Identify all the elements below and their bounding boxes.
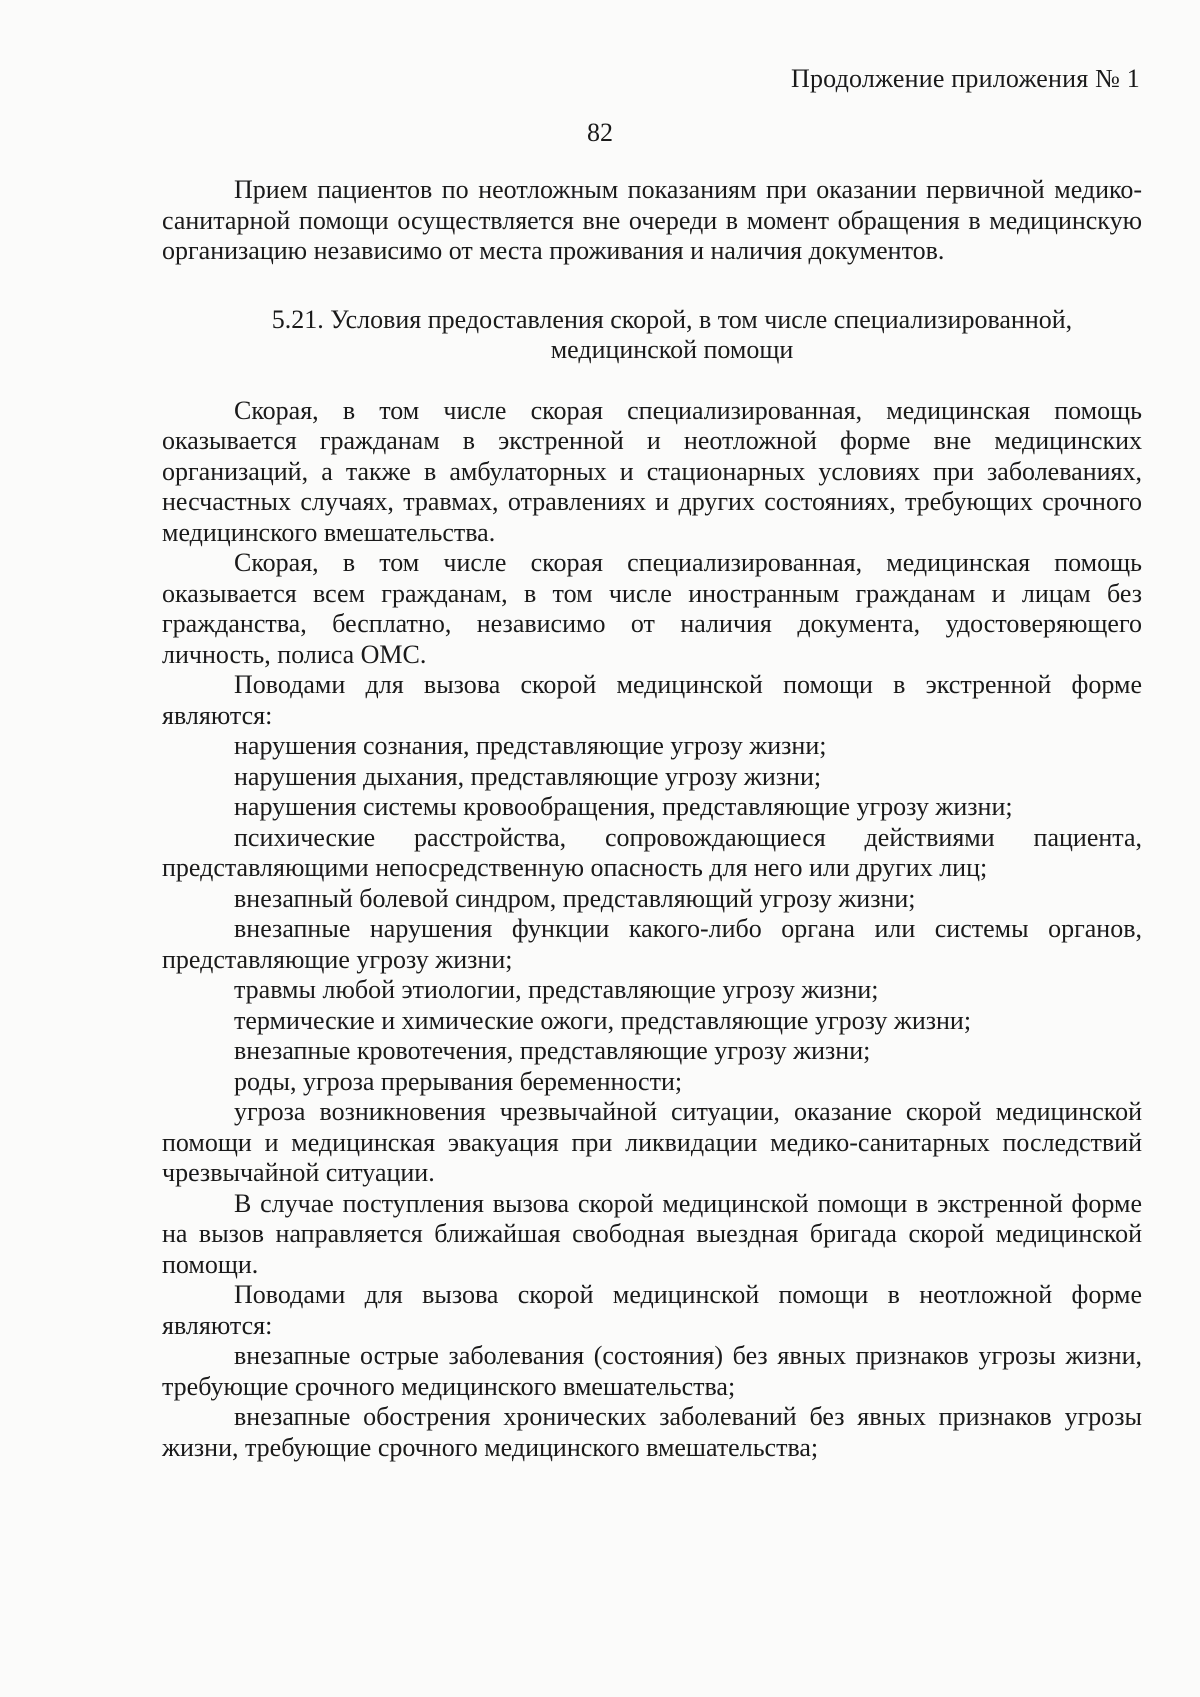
urgent-intro-paragraph: Поводами для вызова скорой медицинской помощи в неотложной форме являются: [162, 1280, 1142, 1340]
emergency-reason-item: внезапные кровотечения, представляющие угрозу жизни; [234, 1036, 871, 1065]
paragraph: Скорая, в том числе скорая специализированная, медицинская помощь оказывается гражданам в экстренной и неотложной форме вне медицинских организаций, а также в амбулаторных и стационарных условиях при заболеваниях, несчастных случаях, травмах, отравлениях и других состояниях, требующих срочного медицинского вмешательства. [162, 395, 1142, 547]
emergency-reason-item: психические расстройства, сопровождающиеся действиями пациента, представляющими непосредственную опасность для него или других лиц; [162, 822, 1142, 882]
paragraph: Поводами для вызова скорой медицинской помощи в экстренной форме являются: [162, 670, 1142, 730]
urgent-reason-item: внезапные острые заболевания (состояния) без явных признаков угрозы жизни, требующие срочного медицинского вмешательства; [162, 1341, 1142, 1401]
dispatch-paragraph: В случае поступления вызова скорой медицинской помощи в экстренной форме на вызов направляется ближайшая свободная выездная бригада скорой медицинской помощи. [162, 1188, 1142, 1279]
emergency-reason-item: угроза возникновения чрезвычайной ситуации, оказание скорой медицинской помощи и медицинская эвакуация при ликвидации медико-санитарных последствий чрезвычайной ситуации. [162, 1097, 1142, 1187]
emergency-reason-item: термические и химические ожоги, представляющие угрозу жизни; [234, 1005, 972, 1035]
document-body [162, 175, 1142, 1463]
urgent-reason-item: внезапные обострения хронических заболеваний без явных признаков угрозы жизни, требующие срочного медицинского вмешательства; [162, 1402, 1142, 1462]
paragraph: Скорая, в том числе скорая специализированная, медицинская помощь оказывается всем гражданам, в том числе иностранным гражданам и лицам без гражданства, бесплатно, независимо от наличия документа, удостоверяющего личность, полиса ОМС. [162, 548, 1142, 669]
emergency-reason-item: нарушения сознания, представляющие угрозу жизни; [234, 731, 827, 760]
intro-paragraph: Прием пациентов по неотложным показаниям при оказании первичной медико-санитарной помощи осуществляется вне очереди в момент обращения в медицинскую организацию независимо от места проживания и наличия документов. [162, 175, 1142, 265]
appendix-note: Продолжение приложения № 1 [790, 64, 1140, 93]
page-number: 82 [587, 118, 613, 147]
emergency-reason-item: внезапные нарушения функции какого-либо органа или системы органов, представляющие угрозу жизни; [162, 914, 1142, 974]
emergency-reason-item: нарушения дыхания, представляющие угрозу жизни; [234, 761, 822, 791]
emergency-reason-item: травмы любой этиологии, представляющие угрозу жизни; [234, 975, 879, 1004]
emergency-reason-item: внезапный болевой синдром, представляющий угрозу жизни; [234, 883, 916, 913]
section-title: 5.21. Условия предоставления скорой, в том числе специализированной, медицинской помощи [271, 304, 1073, 364]
emergency-reason-item: роды, угроза прерывания беременности; [234, 1066, 683, 1096]
emergency-reason-item: нарушения системы кровообращения, представляющие угрозу жизни; [234, 792, 1013, 821]
